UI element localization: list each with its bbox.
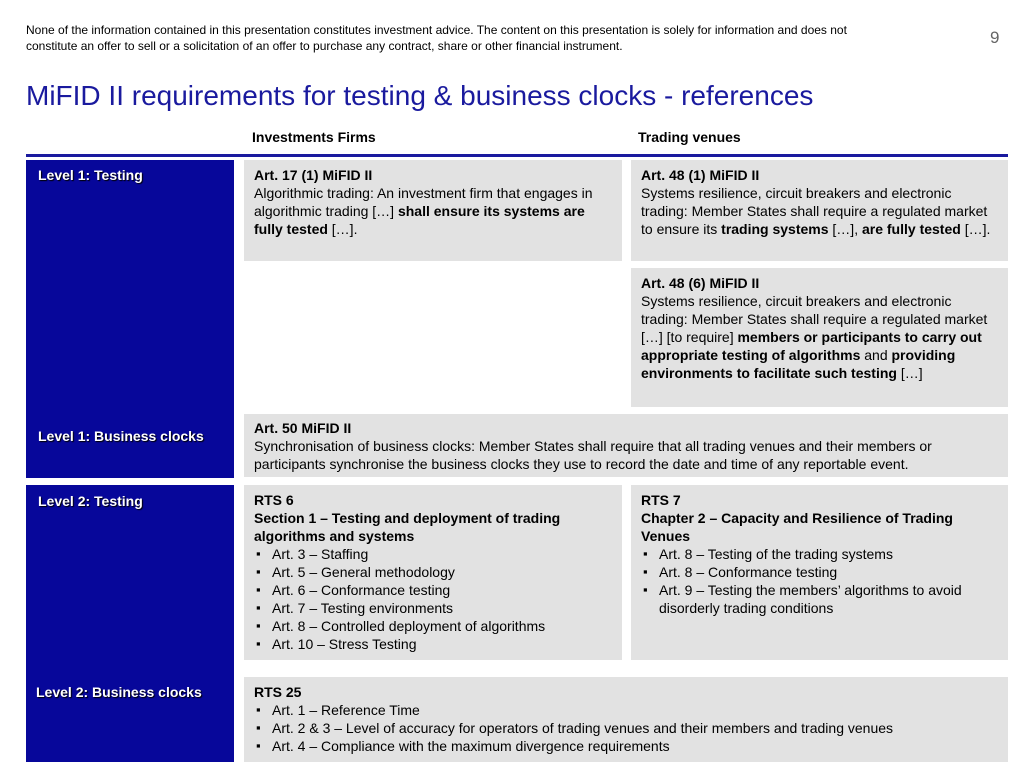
art17-box: [244, 160, 622, 261]
rts7-list: [641, 545, 998, 617]
list-item: ▪ Art. 8 – Controlled deployment of algorithms: [254, 617, 612, 635]
art48-1-heading: Art. 48 (1) MiFID II: [641, 167, 760, 183]
list-item: ▪ Art. 2 & 3 – Level of accuracy for operators of trading venues and their members and trading venues: [254, 719, 998, 737]
list-item: ▪ Art. 8 – Testing of the trading systems: [641, 545, 998, 563]
art17-text: Algorithmic trading: An investment firm that engages in algorithmic trading […] shall ensure its systems are fully tested […].: [254, 185, 593, 237]
list-item: ▪ Art. 6 – Conformance testing: [254, 581, 612, 599]
page-title: MiFID II requirements for testing & business clocks - references: [26, 80, 814, 111]
list-item: ▪ Art. 8 – Conformance testing: [641, 563, 998, 581]
level2-business-clocks-label: Level 2: Business clocks: [36, 684, 202, 700]
art48-1-box: [631, 160, 1008, 261]
list-item: ▪ Art. 4 – Compliance with the maximum divergence requirements: [254, 737, 998, 755]
column-header-trading-venues: Trading venues: [638, 129, 741, 145]
art50-heading: Art. 50 MiFID II: [254, 420, 352, 436]
rts7-box: [631, 485, 1008, 660]
list-item: ▪ Art. 5 – General methodology: [254, 563, 612, 581]
art50-box: [244, 414, 1008, 477]
list-item: ▪ Art. 3 – Staffing: [254, 545, 612, 563]
rts6-heading: RTS 6: [254, 492, 294, 508]
rts25-box: [244, 677, 1008, 762]
level1-business-clocks-label: Level 1: Business clocks: [38, 428, 204, 444]
rts7-heading: RTS 7: [641, 492, 681, 508]
header-divider: [26, 154, 1008, 157]
rts6-subheading: Section 1 – Testing and deployment of trading algorithms and systems: [254, 510, 561, 544]
level2-panel: [26, 485, 234, 762]
rts25-list: [254, 701, 998, 755]
list-item: ▪ Art. 1 – Reference Time: [254, 701, 998, 719]
list-item: ▪ Art. 9 – Testing the members’ algorithms to avoid disorderly trading conditions: [641, 581, 998, 617]
art48-6-heading: Art. 48 (6) MiFID II: [641, 275, 760, 291]
art48-6-text: Systems resilience, circuit breakers and electronic trading: Member States shall require a regulated market […] [to require] members or participants to carry out appropriate testing of algorithms and providing environments to facilitate such testing […]: [641, 293, 988, 381]
rts25-heading: RTS 25: [254, 684, 302, 700]
art17-heading: Art. 17 (1) MiFID II: [254, 167, 373, 183]
page-number: 9: [990, 28, 1000, 47]
list-item: ▪ Art. 7 – Testing environments: [254, 599, 612, 617]
art50-text: Synchronisation of business clocks: Member States shall require that all trading venues and their members or participants synchronise the business clocks they use to record the date and time of any reportable event.: [254, 438, 932, 472]
art48-1-text: Systems resilience, circuit breakers and electronic trading: Member States shall require a regulated market to ensure its trading systems […], are fully tested […].: [641, 185, 991, 237]
level2-testing-label: Level 2: Testing: [38, 493, 143, 509]
rts7-subheading: Chapter 2 – Capacity and Resilience of Trading Venues: [641, 510, 953, 544]
column-header-investment-firms: Investments Firms: [252, 129, 376, 145]
art48-6-box: [631, 268, 1008, 407]
level1-testing-label: Level 1: Testing: [38, 167, 143, 183]
rts6-box: [244, 485, 622, 660]
list-item: ▪ Art. 10 – Stress Testing: [254, 635, 612, 653]
rts6-list: [254, 545, 612, 653]
disclaimer-text: None of the information contained in this presentation constitutes investment advice. The content on this presentation is solely for information and does not constitute an offer to sell or a solicitation of an offer to purchase any contract, share or other financial instrument.: [26, 23, 847, 53]
